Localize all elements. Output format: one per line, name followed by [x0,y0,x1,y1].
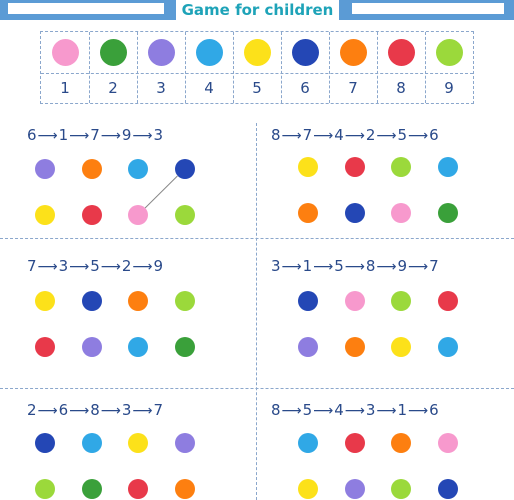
arrow-icon: ⟶ [344,259,365,275]
sequence-number: 1 [302,257,313,275]
arrow-icon: ⟶ [408,403,429,419]
puzzle-4-dot-6[interactable] [298,291,318,311]
puzzle-3-dot-6[interactable] [82,291,102,311]
key-row-separator [41,73,473,74]
sequence-number: 2 [121,257,132,275]
arrow-icon: ⟶ [313,128,334,144]
puzzle-5-dot-2[interactable] [82,479,102,499]
sequence-number: 8 [271,401,281,419]
puzzle-6-dot-3[interactable] [345,479,365,499]
arrow-icon: ⟶ [100,259,121,275]
sequence-number: 9 [153,257,164,275]
puzzle-2-dot-8[interactable] [345,157,365,177]
key-column-9 [425,32,473,103]
sequence-number: 1 [397,401,408,419]
arrow-icon: ⟶ [313,259,334,275]
key-column-2 [89,32,137,103]
sequence-number: 6 [27,126,37,144]
key-color-dot [100,39,127,66]
puzzle-4-dot-3[interactable] [298,337,318,357]
key-column-1 [41,32,89,103]
key-number: 6 [300,79,310,97]
puzzle-1-dot-6[interactable] [175,159,195,179]
key-number: 5 [252,79,262,97]
key-separator [281,32,282,103]
puzzle-6-dot-9[interactable] [391,479,411,499]
color-number-key [40,31,474,104]
puzzle-2-dot-9[interactable] [391,157,411,177]
arrow-icon: ⟶ [37,403,58,419]
key-color-dot [292,39,319,66]
arrow-icon: ⟶ [344,128,365,144]
puzzle-3-dot-3[interactable] [82,337,102,357]
puzzle-2-dot-1[interactable] [391,203,411,223]
sequence-number: 1 [58,126,69,144]
puzzle-5-sequence [27,401,163,419]
arrow-icon: ⟶ [281,403,302,419]
arrow-icon: ⟶ [100,403,121,419]
sequence-number: 6 [58,401,69,419]
sequence-number: 8 [90,401,100,419]
arrow-icon: ⟶ [100,128,121,144]
arrow-icon: ⟶ [376,128,397,144]
key-column-6 [281,32,329,103]
puzzle-2-dot-2[interactable] [438,203,458,223]
puzzle-4-dot-1[interactable] [345,291,365,311]
sequence-number: 3 [365,401,376,419]
arrow-icon: ⟶ [281,128,302,144]
sequence-number: 5 [334,257,344,275]
key-color-dot [196,39,223,66]
arrow-icon: ⟶ [69,128,90,144]
puzzle-3-sequence [27,257,163,275]
key-number: 1 [60,79,70,97]
sequence-number: 7 [90,126,100,144]
arrow-icon: ⟶ [408,259,429,275]
puzzle-3-dot-7[interactable] [128,291,148,311]
puzzle-2-dot-7[interactable] [298,203,318,223]
puzzle-6-dot-8[interactable] [345,433,365,453]
key-number: 9 [444,79,454,97]
row-divider-1 [0,238,514,239]
puzzle-4-dot-4[interactable] [438,337,458,357]
sequence-number: 3 [271,257,281,275]
puzzle-3-dot-2[interactable] [175,337,195,357]
puzzle-1-dot-3[interactable] [35,159,55,179]
sequence-number: 9 [121,126,132,144]
arrow-icon: ⟶ [69,403,90,419]
sequence-number: 6 [429,126,439,144]
puzzle-5-dot-5[interactable] [128,433,148,453]
sequence-number: 3 [121,401,132,419]
arrow-icon: ⟶ [344,403,365,419]
sequence-number: 8 [365,257,376,275]
sequence-number: 7 [429,257,439,275]
key-separator [377,32,378,103]
sequence-number: 8 [271,126,281,144]
column-divider [256,123,257,500]
arrow-icon: ⟶ [313,403,334,419]
puzzle-4-dot-7[interactable] [345,337,365,357]
arrow-icon: ⟶ [408,128,429,144]
key-column-4 [185,32,233,103]
header-blank-left [8,3,164,14]
sequence-number: 6 [429,401,439,419]
sequence-number: 7 [153,401,164,419]
sequence-number: 7 [302,126,313,144]
key-color-dot [52,39,79,66]
arrow-icon: ⟶ [281,259,302,275]
key-separator [233,32,234,103]
puzzle-6-dot-5[interactable] [298,479,318,499]
puzzle-5-dot-4[interactable] [82,433,102,453]
key-column-5 [233,32,281,103]
puzzle-3-dot-8[interactable] [35,337,55,357]
sequence-number: 4 [334,126,344,144]
arrow-icon: ⟶ [69,259,90,275]
key-color-dot [436,39,463,66]
key-color-dot [244,39,271,66]
puzzle-4-dot-8[interactable] [438,291,458,311]
key-column-7 [329,32,377,103]
puzzle-6-dot-7[interactable] [391,433,411,453]
puzzle-6-sequence [271,401,439,419]
puzzle-2-dot-5[interactable] [298,157,318,177]
puzzle-5-dot-7[interactable] [175,479,195,499]
puzzle-6-dot-4[interactable] [298,433,318,453]
key-color-dot [340,39,367,66]
puzzle-6-dot-1[interactable] [438,433,458,453]
key-separator [89,32,90,103]
sequence-number: 3 [153,126,164,144]
puzzle-1-dot-1[interactable] [128,205,148,225]
puzzle-1-dot-8[interactable] [82,205,102,225]
key-separator [329,32,330,103]
puzzle-6-dot-6[interactable] [438,479,458,499]
sequence-number: 7 [27,257,37,275]
key-color-dot [388,39,415,66]
puzzle-4-dot-5[interactable] [391,337,411,357]
puzzle-4-dot-9[interactable] [391,291,411,311]
puzzle-2-dot-6[interactable] [345,203,365,223]
key-number: 4 [204,79,214,97]
sequence-number: 4 [334,401,344,419]
puzzle-3-dot-9[interactable] [175,291,195,311]
key-column-3 [137,32,185,103]
key-number: 2 [108,79,118,97]
arrow-icon: ⟶ [132,259,153,275]
page-title: Game for children [176,0,339,20]
puzzle-1-dot-7[interactable] [82,159,102,179]
puzzle-4-sequence [271,257,439,275]
sequence-number: 2 [27,401,37,419]
sequence-number: 2 [365,126,376,144]
key-separator [185,32,186,103]
sequence-number: 3 [58,257,69,275]
key-color-dot [148,39,175,66]
header-bar [0,0,514,20]
puzzle-1-dot-4[interactable] [128,159,148,179]
sequence-number: 9 [397,257,408,275]
puzzle-2-dot-4[interactable] [438,157,458,177]
puzzle-5-dot-9[interactable] [35,479,55,499]
arrow-icon: ⟶ [132,128,153,144]
puzzle-3-dot-5[interactable] [35,291,55,311]
arrow-icon: ⟶ [376,259,397,275]
puzzle-2-sequence [271,126,439,144]
puzzle-5-dot-6[interactable] [35,433,55,453]
arrow-icon: ⟶ [37,259,58,275]
sequence-number: 5 [90,257,100,275]
row-divider-2 [0,388,514,389]
header-blank-right [352,3,504,14]
puzzle-1-dot-9[interactable] [175,205,195,225]
puzzle-1-dot-5[interactable] [35,205,55,225]
connection-line [145,176,177,208]
puzzle-5-dot-3[interactable] [175,433,195,453]
key-number: 7 [348,79,358,97]
key-separator [137,32,138,103]
key-column-8 [377,32,425,103]
puzzle-5-dot-8[interactable] [128,479,148,499]
key-separator [425,32,426,103]
arrow-icon: ⟶ [376,403,397,419]
puzzle-3-dot-4[interactable] [128,337,148,357]
puzzle-1-sequence [27,126,163,144]
key-number: 8 [396,79,406,97]
sequence-number: 5 [397,126,408,144]
arrow-icon: ⟶ [37,128,58,144]
key-number: 3 [156,79,166,97]
arrow-icon: ⟶ [132,403,153,419]
sequence-number: 5 [302,401,313,419]
